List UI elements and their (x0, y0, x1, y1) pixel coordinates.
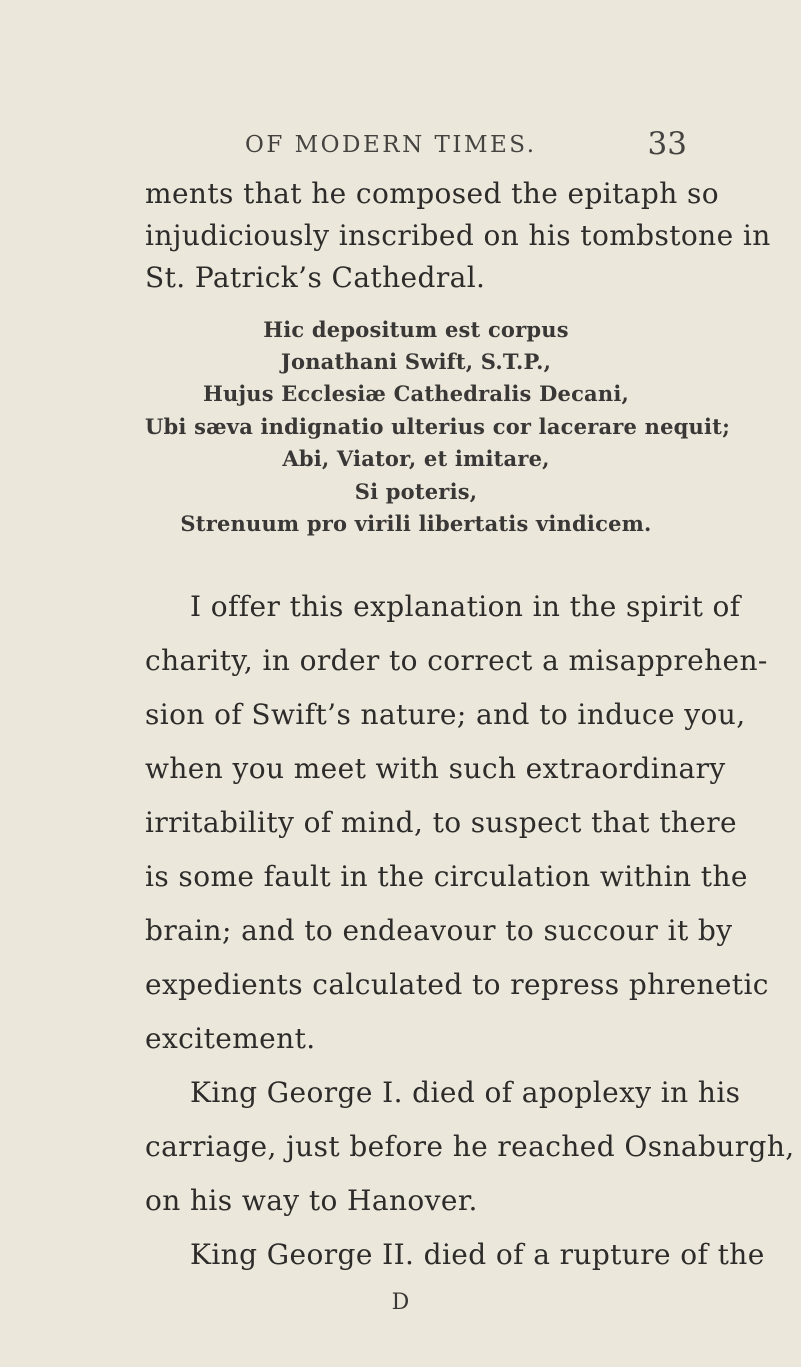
body-text-line: injudiciously inscribed on his tombstone in (145, 219, 771, 252)
body-text-line: King George I. died of apoplexy in his (190, 1076, 741, 1109)
body-text-line: St. Patrick’s Cathedral. (145, 261, 486, 294)
body-text-line: charity, in order to correct a misapprehen- (145, 644, 768, 677)
signature-mark: D (391, 1290, 410, 1315)
body-text-line: excitement. (145, 1022, 316, 1055)
body-text-line: when you meet with such extraordinary (145, 752, 726, 785)
epitaph-line: Ubi sæva indignatio ulterius cor lacerare nequit; (145, 414, 731, 439)
body-text-line: King George II. died of a rupture of the (190, 1238, 765, 1271)
body-text-line: I offer this explanation in the spirit of (190, 590, 741, 623)
epitaph-line: Abi, Viator, et imitare, (282, 446, 550, 471)
epitaph-line: Jonathani Swift, S.T.P., (280, 349, 552, 374)
body-text-line: ments that he composed the epitaph so (145, 177, 719, 210)
epitaph-line: Hujus Ecclesiæ Cathedralis Decani, (202, 381, 630, 406)
body-text-line: irritability of mind, to suspect that there (145, 806, 738, 839)
epitaph-line: Hic depositum est corpus (263, 317, 569, 342)
body-text-line: carriage, just before he reached Osnaburgh, (145, 1130, 795, 1163)
body-text-line: sion of Swift’s nature; and to induce you, (145, 698, 746, 731)
running-title: OF MODERN TIMES. (245, 132, 537, 158)
body-text-line: on his way to Hanover. (145, 1184, 478, 1217)
running-header (145, 126, 687, 172)
epitaph-line: Si poteris, (354, 479, 478, 504)
body-text-line: brain; and to endeavour to succour it by (145, 914, 733, 947)
page-number: 33 (647, 126, 687, 162)
body-text-line: is some fault in the circulation within the (145, 860, 748, 893)
epitaph-line: Strenuum pro virili libertatis vindicem. (180, 511, 652, 536)
body-text-line: expedients calculated to repress phrenetic (145, 968, 769, 1001)
